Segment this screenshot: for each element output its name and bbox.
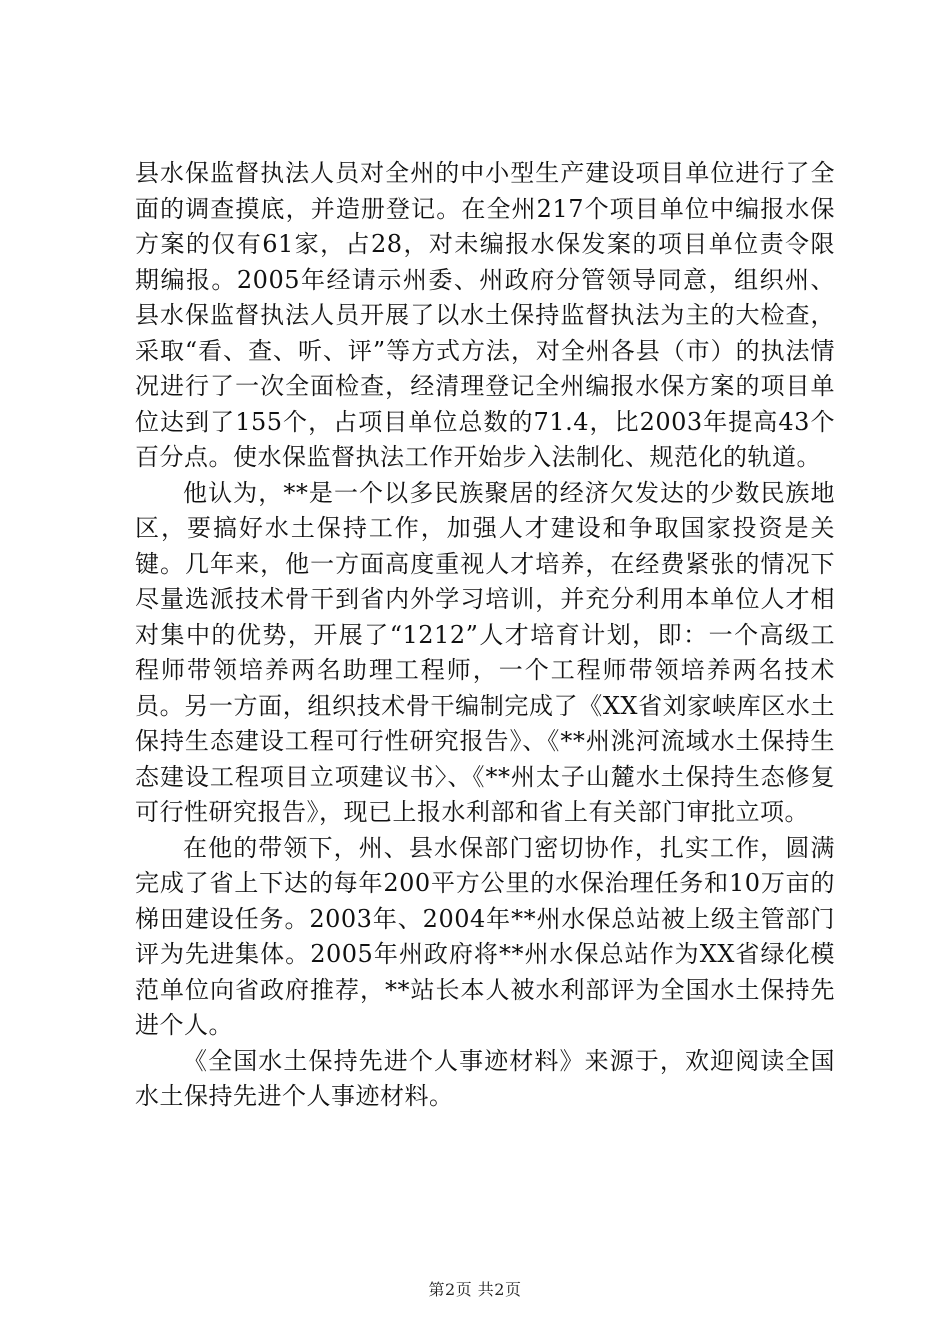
paragraph-source-note: 《全国水土保持先进个人事迹材料》来源于，欢迎阅读全国水土保持先进个人事迹材料。 xyxy=(135,1046,835,1110)
paragraph-continued: 县水保监督执法人员对全州的中小型生产建设项目单位进行了全面的调查摸底，并造册登记。在全州217个项目单位中编报水保方案的仅有61家，占28，对未编报水保发案的项目单位责令限期编报。2005年经请示州委、州政府分管领导同意，组织州、县水保监督执法人员开展了以水土保持监督执法为主的大检查，采取“看、查、听、评”等方式方法，对全州各县（市）的执法情况进行了一次全面检查，经清理登记全州编报水保方案的项目单位达到了155个，占项目单位总数的71.4，比2003年提高43个百分点。使水保监督执法工作开始步入法制化、规范化的轨道。 xyxy=(135,159,835,471)
document-body xyxy=(135,156,835,1115)
paragraph-achievements: 在他的带领下，州、县水保部门密切协作，扎实工作，圆满完成了省上下达的每年200平方公里的水保治理任务和10万亩的梯田建设任务。2003年、2004年**州水保总站被上级主管部门评为先进集体。2005年州政府将**州水保总站作为XX省绿化模范单位向省政府推荐，**站长本人被水利部评为全国水土保持先进个人。 xyxy=(135,833,835,1039)
page-number-footer: 第2页 共2页 xyxy=(428,1280,522,1299)
paragraph-talent-investment: 他认为，**是一个以多民族聚居的经济欠发达的少数民族地区，要搞好水土保持工作，加强人才建设和争取国家投资是关键。几年来，他一方面高度重视人才培养，在经费紧张的情况下尽量选派技术骨干到省内外学习培训，并充分利用本单位人才相对集中的优势，开展了“1212”人才培育计划，即：一个高级工程师带领培养两名助理工程师，一个工程师带领培养两名技术员。另一方面，组织技术骨干编制完成了《XX省刘家峡库区水土保持生态建设工程可行性研究报告》、《**州洮河流域水土保持生态建设工程项目立项建议书〉、《**州太子山麓水土保持生态修复可行性研究报告》，现已上报水利部和省上有关部门审批立项。 xyxy=(135,478,835,826)
